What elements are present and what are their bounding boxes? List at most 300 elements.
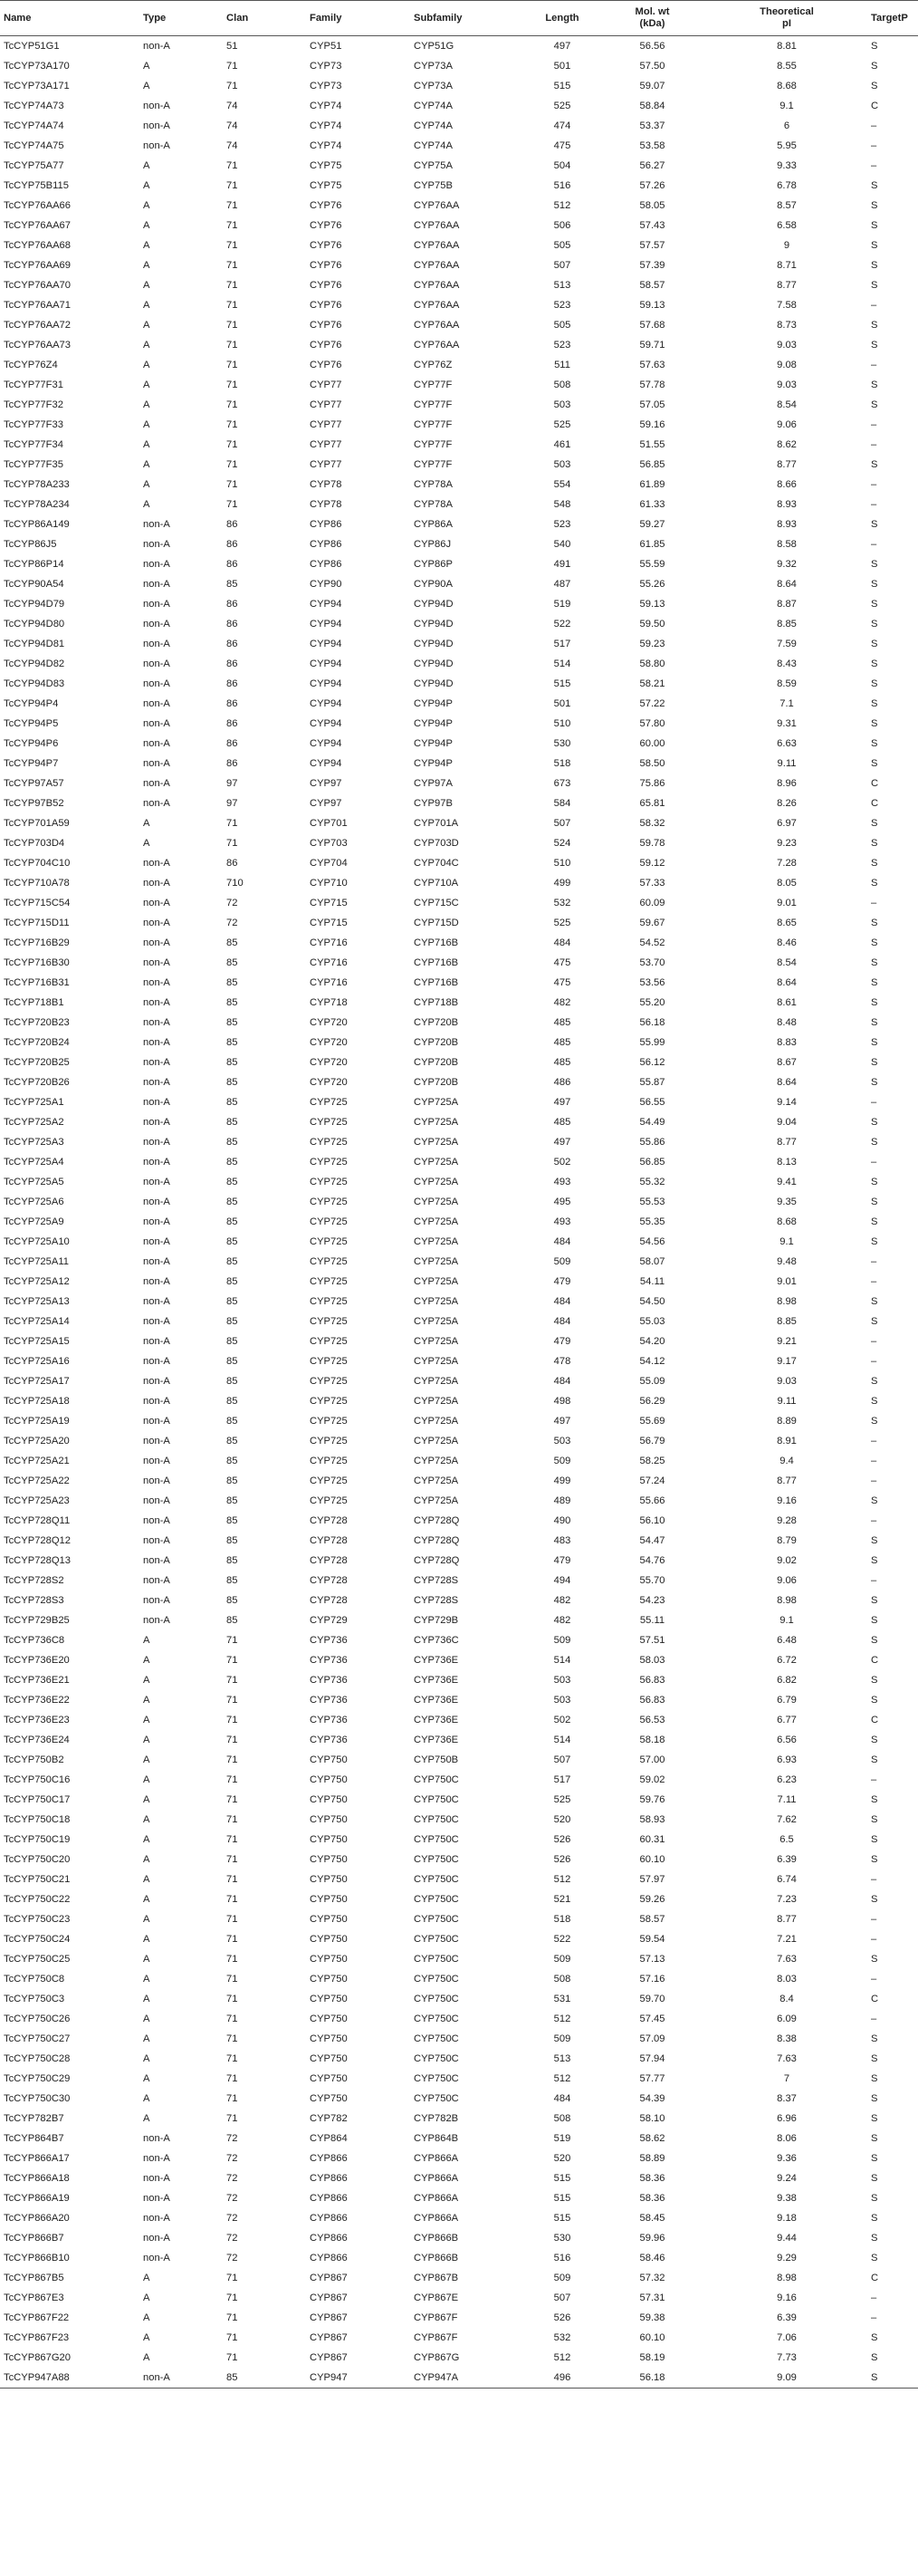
cell-clan: 71: [226, 320, 238, 331]
cell-clan: 71: [226, 1874, 238, 1885]
cell-pi: 8.83: [777, 1037, 797, 1048]
cell-targetp: S: [871, 1117, 878, 1128]
cell-length: 489: [553, 1495, 571, 1506]
cell-pi: 9.1: [779, 1615, 794, 1626]
cell-subfamily: CYP716B: [414, 957, 459, 968]
table-body: [0, 36, 918, 2389]
cell-subfamily: CYP866A: [414, 2173, 459, 2184]
cell-subfamily: CYP725A: [414, 1396, 459, 1407]
table-row: [0, 1072, 918, 1092]
cell-name: TcCYP76AA70: [4, 280, 72, 291]
cell-length: 482: [553, 1595, 571, 1606]
cell-length: 515: [553, 81, 571, 91]
cell-subfamily: CYP750C: [414, 1814, 459, 1825]
cell-subfamily: CYP866B: [414, 2253, 459, 2264]
cell-clan: 85: [226, 1376, 238, 1387]
cell-length: 512: [553, 1874, 571, 1885]
cell-pi: 8.37: [777, 2093, 797, 2104]
cell-molwt: 55.09: [639, 1376, 665, 1387]
cell-subfamily: CYP866B: [414, 2233, 459, 2244]
cell-name: TcCYP51G1: [4, 41, 60, 52]
cell-subfamily: CYP94P: [414, 718, 453, 729]
cell-type: non-A: [143, 1037, 170, 1048]
cell-subfamily: CYP710A: [414, 878, 459, 889]
cell-type: non-A: [143, 1197, 170, 1207]
cell-length: 494: [553, 1575, 571, 1586]
cell-name: TcCYP728S3: [4, 1595, 64, 1606]
cell-length: 490: [553, 1515, 571, 1526]
cell-targetp: –: [871, 300, 877, 311]
cell-targetp: S: [871, 1376, 878, 1387]
cell-molwt: 57.97: [639, 1874, 665, 1885]
cell-subfamily: CYP725A: [414, 1216, 459, 1227]
cell-pi: 9.35: [777, 1197, 797, 1207]
cell-type: A: [143, 439, 150, 450]
cell-type: A: [143, 1794, 150, 1805]
cell-clan: 85: [226, 1017, 238, 1028]
cell-family: CYP725: [310, 1137, 348, 1148]
cell-family: CYP74: [310, 120, 342, 131]
cell-subfamily: CYP750C: [414, 2053, 459, 2064]
cell-family: CYP94: [310, 758, 342, 769]
cell-molwt: 56.85: [639, 1157, 665, 1168]
cell-clan: 72: [226, 918, 238, 928]
cell-targetp: S: [871, 2153, 878, 2164]
cell-type: A: [143, 1854, 150, 1865]
cell-length: 515: [553, 2213, 571, 2224]
cell-targetp: –: [871, 479, 877, 490]
cell-molwt: 54.47: [639, 1535, 665, 1546]
cell-subfamily: CYP947A: [410, 2368, 522, 2389]
cell-clan: 71: [226, 280, 238, 291]
cell-targetp: S: [871, 1735, 878, 1745]
cell-clan: 85: [226, 1117, 238, 1128]
cell-clan: 71: [226, 1934, 238, 1945]
cell-targetp: –: [871, 1356, 877, 1367]
cell-length: 509: [553, 2273, 571, 2283]
cell-clan: 71: [226, 1695, 238, 1706]
cell-length: 510: [553, 858, 571, 869]
cell-family: CYP86: [310, 539, 342, 550]
cell-pi: 6.58: [777, 220, 797, 231]
table-row: [0, 793, 918, 813]
cell-pi: 8.54: [777, 957, 797, 968]
cell-pi: 6.23: [777, 1774, 797, 1785]
table-row: [0, 1730, 918, 1750]
cell-subfamily: CYP750C: [414, 2014, 459, 2024]
cell-clan: 71: [226, 1894, 238, 1905]
cell-clan: 71: [226, 240, 238, 251]
cell-family: CYP866: [310, 2253, 348, 2264]
cell-targetp: S: [871, 1037, 878, 1048]
cell-name: TcCYP725A23: [4, 1495, 70, 1506]
cell-type: non-A: [143, 2153, 170, 2164]
cell-clan: 72: [226, 2133, 238, 2144]
cell-family: CYP74: [310, 101, 342, 111]
cell-name: TcCYP73A170: [4, 61, 70, 72]
cell-type: A: [143, 2053, 150, 2064]
cell-clan: 71: [226, 1814, 238, 1825]
table-row: [0, 415, 918, 435]
cell-pi: 7.73: [777, 2352, 797, 2363]
cell-name: TcCYP750C20: [4, 1854, 71, 1865]
cell-subfamily: CYP725A: [414, 1336, 459, 1347]
cell-subfamily: CYP94D: [414, 639, 454, 649]
cell-length: 526: [553, 2312, 571, 2323]
cell-pi: 8.46: [777, 937, 797, 948]
cell-pi: 8.66: [777, 479, 797, 490]
cell-pi: 9.03: [777, 340, 797, 351]
cell-clan: 85: [226, 977, 238, 988]
cell-targetp: S: [871, 280, 878, 291]
cell-clan: 74: [226, 101, 238, 111]
cell-clan: 71: [226, 1754, 238, 1765]
cell-family: CYP736: [310, 1735, 348, 1745]
cell-name: TcCYP725A2: [4, 1117, 64, 1128]
cell-subfamily: CYP86P: [414, 559, 453, 570]
cell-length: 497: [553, 41, 571, 52]
cell-pi: 7.1: [779, 698, 794, 709]
cell-family: CYP750: [310, 1994, 348, 2004]
cell-length: 509: [553, 2033, 571, 2044]
cell-name: TcCYP725A22: [4, 1475, 70, 1486]
cell-name: TcCYP725A14: [4, 1316, 70, 1327]
table-row: [0, 574, 918, 594]
cell-name: TcCYP750C21: [4, 1874, 71, 1885]
cell-name: TcCYP86P14: [4, 559, 64, 570]
cell-length: 483: [553, 1535, 571, 1546]
table-row: [0, 2328, 918, 2348]
cell-length: 530: [553, 2233, 571, 2244]
cell-length: 501: [553, 61, 571, 72]
cell-molwt: 53.58: [639, 140, 665, 151]
cell-length: 525: [553, 419, 571, 430]
cell-type: non-A: [143, 2213, 170, 2224]
cell-molwt: 57.94: [639, 2053, 665, 2064]
cell-pi: 6.78: [777, 180, 797, 191]
cell-length: 531: [553, 1994, 571, 2004]
cell-length: 497: [553, 1097, 571, 1108]
cell-clan: 71: [226, 1854, 238, 1865]
cell-targetp: S: [871, 380, 878, 390]
cell-clan: 72: [226, 2193, 238, 2204]
cell-subfamily: CYP866A: [414, 2193, 459, 2204]
cell-targetp: –: [871, 1436, 877, 1447]
cell-clan: 85: [226, 937, 238, 948]
cell-pi: 6.79: [777, 1695, 797, 1706]
cell-molwt: 54.23: [639, 1595, 665, 1606]
cell-pi: 8.58: [777, 539, 797, 550]
cell-family: CYP725: [310, 1216, 348, 1227]
cell-molwt: 59.76: [639, 1794, 665, 1805]
cell-subfamily: CYP867B: [414, 2273, 459, 2283]
cell-length: 496: [522, 2368, 598, 2389]
cell-molwt: 57.09: [639, 2033, 665, 2044]
cell-clan: 71: [226, 260, 238, 271]
cell-type: A: [143, 1954, 150, 1965]
cell-pi: 7.23: [777, 1894, 797, 1905]
cell-family: CYP750: [310, 2073, 348, 2084]
cell-length: 515: [553, 678, 571, 689]
cell-targetp: –: [871, 1336, 877, 1347]
cell-type: non-A: [143, 639, 170, 649]
cell-subfamily: CYP77F: [414, 439, 453, 450]
cell-length: 475: [553, 977, 571, 988]
cell-pi: 9.33: [777, 160, 797, 171]
cell-pi: 6.09: [777, 2014, 797, 2024]
cell-name: TcCYP76AA73: [4, 340, 72, 351]
cell-family: CYP86: [310, 559, 342, 570]
cell-molwt: 58.57: [639, 1914, 665, 1925]
cell-length: 491: [553, 559, 571, 570]
table-row: [0, 1212, 918, 1232]
cell-type: non-A: [143, 858, 170, 869]
cell-subfamily: CYP728Q: [414, 1515, 460, 1526]
cell-molwt: 55.11: [639, 1615, 665, 1626]
cell-molwt: 55.86: [639, 1137, 665, 1148]
cell-type: non-A: [143, 1097, 170, 1108]
cell-targetp: –: [871, 2312, 877, 2323]
cell-clan: 85: [226, 1197, 238, 1207]
cell-pi: 9.09: [703, 2368, 867, 2389]
cell-subfamily: CYP725A: [414, 1495, 459, 1506]
cell-molwt: 54.11: [639, 1276, 665, 1287]
header-name: Name: [0, 1, 139, 36]
table-row: [0, 1909, 918, 1929]
cell-clan: 86: [226, 599, 238, 610]
cell-type: A: [143, 81, 150, 91]
cell-molwt: 57.80: [639, 718, 665, 729]
cell-targetp: S: [871, 2033, 878, 2044]
cell-name: TcCYP728S2: [4, 1575, 64, 1586]
cell-clan: 71: [226, 380, 238, 390]
cell-subfamily: CYP736E: [414, 1655, 459, 1666]
cell-family: CYP750: [310, 1874, 348, 1885]
cell-length: 479: [553, 1276, 571, 1287]
cell-molwt: 59.13: [639, 300, 665, 311]
cell-length: 523: [553, 519, 571, 530]
cell-type: non-A: [143, 1575, 170, 1586]
cell-subfamily: CYP78A: [414, 479, 453, 490]
cell-family: CYP77: [310, 380, 342, 390]
cell-targetp: S: [871, 1615, 878, 1626]
cell-pi: 8.05: [777, 878, 797, 889]
cell-subfamily: CYP725A: [414, 1117, 459, 1128]
cell-targetp: –: [871, 140, 877, 151]
table-row: [0, 1850, 918, 1870]
table-row: [0, 2089, 918, 2109]
cell-family: CYP736: [310, 1715, 348, 1725]
cell-name: TcCYP77F35: [4, 459, 63, 470]
cell-targetp: S: [871, 1794, 878, 1805]
cell-pi: 9.11: [777, 1396, 797, 1407]
cell-molwt: 58.25: [639, 1456, 665, 1466]
cell-name: TcCYP94P7: [4, 758, 59, 769]
cell-family: CYP725: [310, 1256, 348, 1267]
cell-clan: 71: [226, 340, 238, 351]
cell-type: A: [143, 1834, 150, 1845]
cell-type: non-A: [143, 1515, 170, 1526]
table-row: [0, 495, 918, 514]
cell-name: TcCYP725A17: [4, 1376, 70, 1387]
cell-name: TcCYP73A171: [4, 81, 70, 91]
cell-length: 513: [553, 2053, 571, 2064]
cell-pi: 8.67: [777, 1057, 797, 1068]
cell-clan: 85: [226, 1216, 238, 1227]
cell-molwt: 56.18: [598, 2368, 703, 2389]
cell-molwt: 59.23: [639, 639, 665, 649]
table-row: [0, 1571, 918, 1591]
cell-targetp: S: [871, 957, 878, 968]
cell-name: TcCYP725A15: [4, 1336, 70, 1347]
cell-subfamily: CYP725A: [414, 1157, 459, 1168]
table-row: [0, 2208, 918, 2228]
cell-pi: 9.29: [777, 2253, 797, 2264]
cell-clan: 85: [226, 1236, 238, 1247]
cell-type: A: [143, 2113, 150, 2124]
cell-type: non-A: [143, 1555, 170, 1566]
cell-clan: 71: [226, 1954, 238, 1965]
cell-targetp: S: [871, 1296, 878, 1307]
cell-length: 484: [553, 1296, 571, 1307]
cell-subfamily: CYP782B: [414, 2113, 459, 2124]
cell-pi: 9.01: [777, 1276, 797, 1287]
cell-family: CYP864: [310, 2133, 348, 2144]
cell-type: A: [143, 2352, 150, 2363]
cell-family: CYP866: [310, 2193, 348, 2204]
cell-length: 482: [553, 997, 571, 1008]
cell-length: 509: [553, 1635, 571, 1646]
cell-family: CYP728: [310, 1535, 348, 1546]
cell-pi: 8.79: [777, 1535, 797, 1546]
cell-name: TcCYP76AA68: [4, 240, 72, 251]
cell-family: CYP76: [310, 360, 342, 370]
cell-subfamily: CYP76Z: [414, 360, 453, 370]
cell-subfamily: CYP716B: [414, 937, 459, 948]
cell-name: TcCYP728Q13: [4, 1555, 72, 1566]
cell-subfamily: CYP866A: [414, 2213, 459, 2224]
cell-targetp: S: [871, 639, 878, 649]
cell-clan: 85: [226, 1436, 238, 1447]
cell-clan: 85: [226, 1296, 238, 1307]
cell-type: non-A: [143, 140, 170, 151]
cell-molwt: 59.26: [639, 1894, 665, 1905]
cell-molwt: 58.19: [639, 2352, 665, 2363]
cell-molwt: 55.03: [639, 1316, 665, 1327]
cell-subfamily: CYP716B: [414, 977, 459, 988]
cell-subfamily: CYP736E: [414, 1715, 459, 1725]
cell-family: CYP750: [310, 1954, 348, 1965]
cell-clan: 85: [226, 1037, 238, 1048]
cell-length: 511: [554, 360, 570, 370]
cell-length: 525: [553, 918, 571, 928]
cell-subfamily: CYP864B: [414, 2133, 459, 2144]
cell-targetp: S: [871, 1854, 878, 1865]
cell-targetp: S: [871, 838, 878, 849]
cell-targetp: S: [871, 2133, 878, 2144]
cell-length: 532: [553, 898, 571, 908]
cell-molwt: 57.00: [639, 1754, 665, 1765]
cell-type: A: [143, 200, 150, 211]
cell-clan: 74: [226, 140, 238, 151]
cell-subfamily: CYP94D: [414, 619, 454, 630]
cell-family: CYP75: [310, 180, 342, 191]
cell-subfamily: CYP97A: [414, 778, 453, 789]
cell-targetp: –: [871, 499, 877, 510]
cell-family: CYP750: [310, 1794, 348, 1805]
cell-clan: 85: [226, 1177, 238, 1187]
cell-molwt: 57.33: [639, 878, 665, 889]
cell-subfamily: CYP867F: [414, 2332, 458, 2343]
cell-clan: 85: [226, 1137, 238, 1148]
table-row: [0, 694, 918, 714]
cell-subfamily: CYP750C: [414, 2073, 459, 2084]
cell-pi: 8.64: [777, 1077, 797, 1088]
cell-name: TcCYP750C16: [4, 1774, 71, 1785]
cell-family: CYP94: [310, 698, 342, 709]
cell-type: non-A: [143, 778, 170, 789]
table-row: [0, 1331, 918, 1351]
cell-length: 493: [553, 1177, 571, 1187]
cell-molwt: 55.66: [639, 1495, 665, 1506]
cell-name: TcCYP866A20: [4, 2213, 70, 2224]
cell-type: A: [143, 2312, 150, 2323]
cell-type: A: [143, 2073, 150, 2084]
cell-pi: 8.77: [777, 280, 797, 291]
cell-targetp: S: [871, 559, 878, 570]
cell-targetp: S: [871, 81, 878, 91]
cell-targetp: S: [871, 2213, 878, 2224]
cell-family: CYP94: [310, 619, 342, 630]
cell-type: A: [143, 360, 150, 370]
cell-family: CYP725: [310, 1475, 348, 1486]
cell-subfamily: CYP725A: [414, 1376, 459, 1387]
table-row: [0, 1033, 918, 1053]
cell-family: CYP728: [310, 1555, 348, 1566]
table-row: [0, 2248, 918, 2268]
cell-name: TcCYP94P4: [4, 698, 59, 709]
cell-name: TcCYP725A1: [4, 1097, 64, 1108]
cell-length: 521: [553, 1894, 571, 1905]
cell-length: 548: [553, 499, 571, 510]
cell-name: TcCYP866A19: [4, 2193, 70, 2204]
table-row: [0, 335, 918, 355]
cell-targetp: –: [871, 1475, 877, 1486]
cell-clan: 72: [226, 898, 238, 908]
cell-family: CYP866: [310, 2233, 348, 2244]
cell-pi: 8.54: [777, 399, 797, 410]
cell-molwt: 57.24: [639, 1475, 665, 1486]
cell-clan: 71: [226, 2352, 238, 2363]
cell-pi: 9.24: [777, 2173, 797, 2184]
cell-clan: 85: [226, 1595, 238, 1606]
cell-family: CYP750: [310, 1774, 348, 1785]
cell-pi: 7.21: [777, 1934, 797, 1945]
cell-type: A: [143, 180, 150, 191]
cell-targetp: S: [871, 2173, 878, 2184]
cell-molwt: 61.33: [639, 499, 665, 510]
cell-molwt: 59.07: [639, 81, 665, 91]
cell-family: CYP94: [310, 639, 342, 649]
cell-name: TcCYP86J5: [4, 539, 57, 550]
cell-subfamily: CYP728S: [414, 1575, 459, 1586]
cell-targetp: S: [871, 240, 878, 251]
cell-clan: 71: [226, 2273, 238, 2283]
cell-type: non-A: [143, 2193, 170, 2204]
table-row: [0, 2228, 918, 2248]
cell-pi: 8.68: [777, 1216, 797, 1227]
table-row: [0, 1650, 918, 1670]
